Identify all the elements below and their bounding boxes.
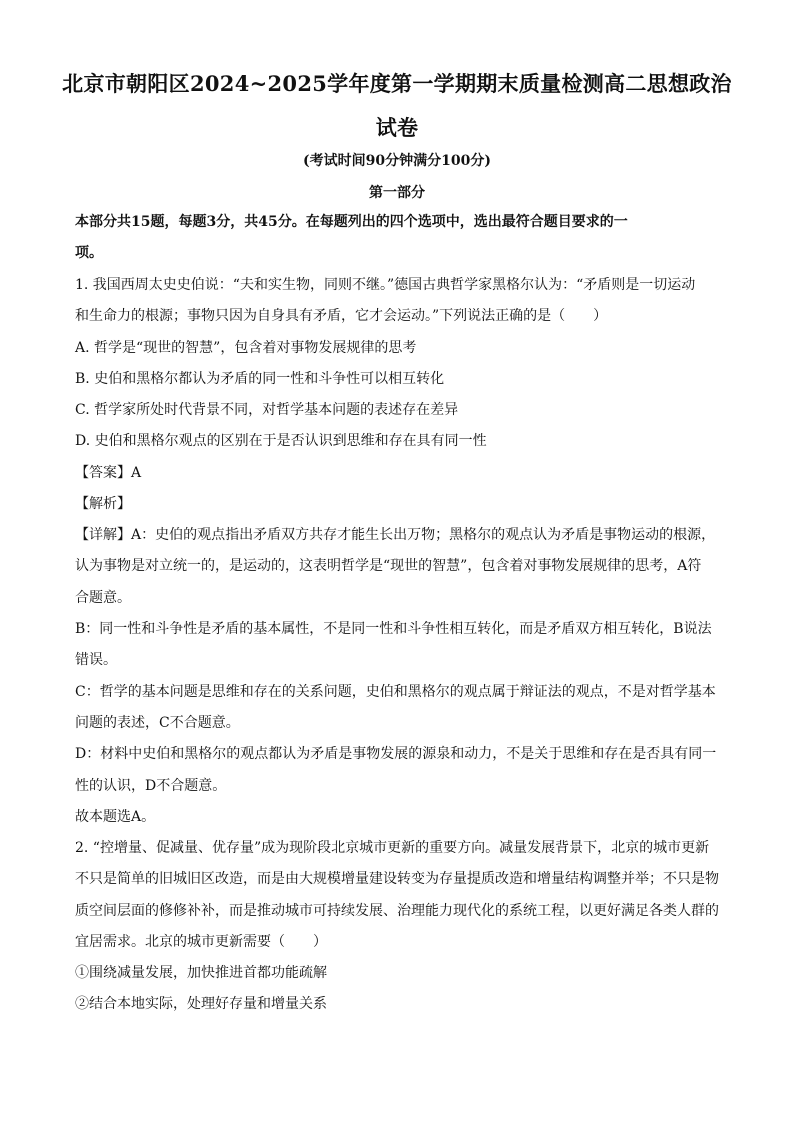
q1-analysis-line: 性的认识，D不合题意。 <box>75 778 227 794</box>
q1-stem-line: 1. 我国西周太史史伯说：“夫和实生物，同则不继。”德国古典哲学家黑格尔认为：“矛盾则是一切运动 <box>75 277 696 293</box>
q2-stem-line: 质空间层面的修修补补，而是推动城市可持续发展、治理能力现代化的系统工程，以更好满足各类人群的 <box>75 903 719 919</box>
q1-analysis-line: 认为事物是对立统一的，是运动的，这表明哲学是“现世的智慧”，包含着对事物发展规律的思考，A符 <box>75 558 702 574</box>
exam-time: (考试时间90分钟满分100分) <box>303 153 491 169</box>
q2-stem-line: 2. “控增量、促减量、优存量”成为现阶段北京城市更新的重要方向。减量发展背景下，北京的城市更新 <box>75 840 710 856</box>
q1-analysis-label: 【解析】 <box>75 496 131 512</box>
instructions-line: 项。 <box>75 245 103 261</box>
part-label: 第一部分 <box>369 185 425 201</box>
q2-stem-line: 不只是简单的旧城旧区改造，而是由大规模增量建设转变为存量提质改造和增量结构调整并举；不只是物 <box>75 871 719 887</box>
q2-option-1: ①围绕减量发展，加快推进首都功能疏解 <box>75 965 327 981</box>
exam-title-line1: 北京市朝阳区2024~2025学年度第一学期期末质量检测高二思想政治 <box>62 71 732 96</box>
exam-title-line2: 试卷 <box>375 115 419 140</box>
q1-analysis-line: B：同一性和斗争性是矛盾的基本属性，不是同一性和斗争性相互转化，而是矛盾双方相互转化，B说法 <box>75 621 712 637</box>
q2-option-2: ②结合本地实际，处理好存量和增量关系 <box>75 996 327 1012</box>
q1-analysis-line: 合题意。 <box>75 590 131 606</box>
q1-analysis-line: D：材料中史伯和黑格尔的观点都认为矛盾是事物发展的源泉和动力，不是关于思维和存在是否具有同一 <box>75 746 717 762</box>
q1-analysis-line: 【详解】A：史伯的观点指出矛盾双方共存才能生长出万物；黑格尔的观点认为矛盾是事物运动的根源， <box>75 527 716 543</box>
q1-analysis-line: C：哲学的基本问题是思维和存在的关系问题，史伯和黑格尔的观点属于辩证法的观点，不是对哲学基本 <box>75 684 716 700</box>
q1-option-d: D. 史伯和黑格尔观点的区别在于是否认识到思维和存在具有同一性 <box>75 433 487 449</box>
instructions-line: 本部分共15题，每题3分，共45分。在每题列出的四个选项中，选出最符合题目要求的一 <box>75 214 628 230</box>
q1-analysis-line: 错误。 <box>75 652 117 668</box>
q2-stem-line: 宜居需求。北京的城市更新需要（ ） <box>75 934 327 950</box>
q1-analysis-line: 问题的表述，C不合题意。 <box>75 715 240 731</box>
q1-option-b: B. 史伯和黑格尔都认为矛盾的同一性和斗争性可以相互转化 <box>75 371 445 387</box>
q1-option-c: C. 哲学家所处时代背景不同，对哲学基本问题的表述存在差异 <box>75 402 459 418</box>
q1-option-a: A. 哲学是“现世的智慧”，包含着对事物发展规律的思考 <box>75 340 417 356</box>
q1-stem-line: 和生命力的根源；事物只因为自身具有矛盾，它才会运动。”下列说法正确的是（ ） <box>75 308 608 324</box>
q1-answer: 【答案】A <box>75 465 142 481</box>
q1-conclusion: 故本题选A。 <box>75 809 156 825</box>
